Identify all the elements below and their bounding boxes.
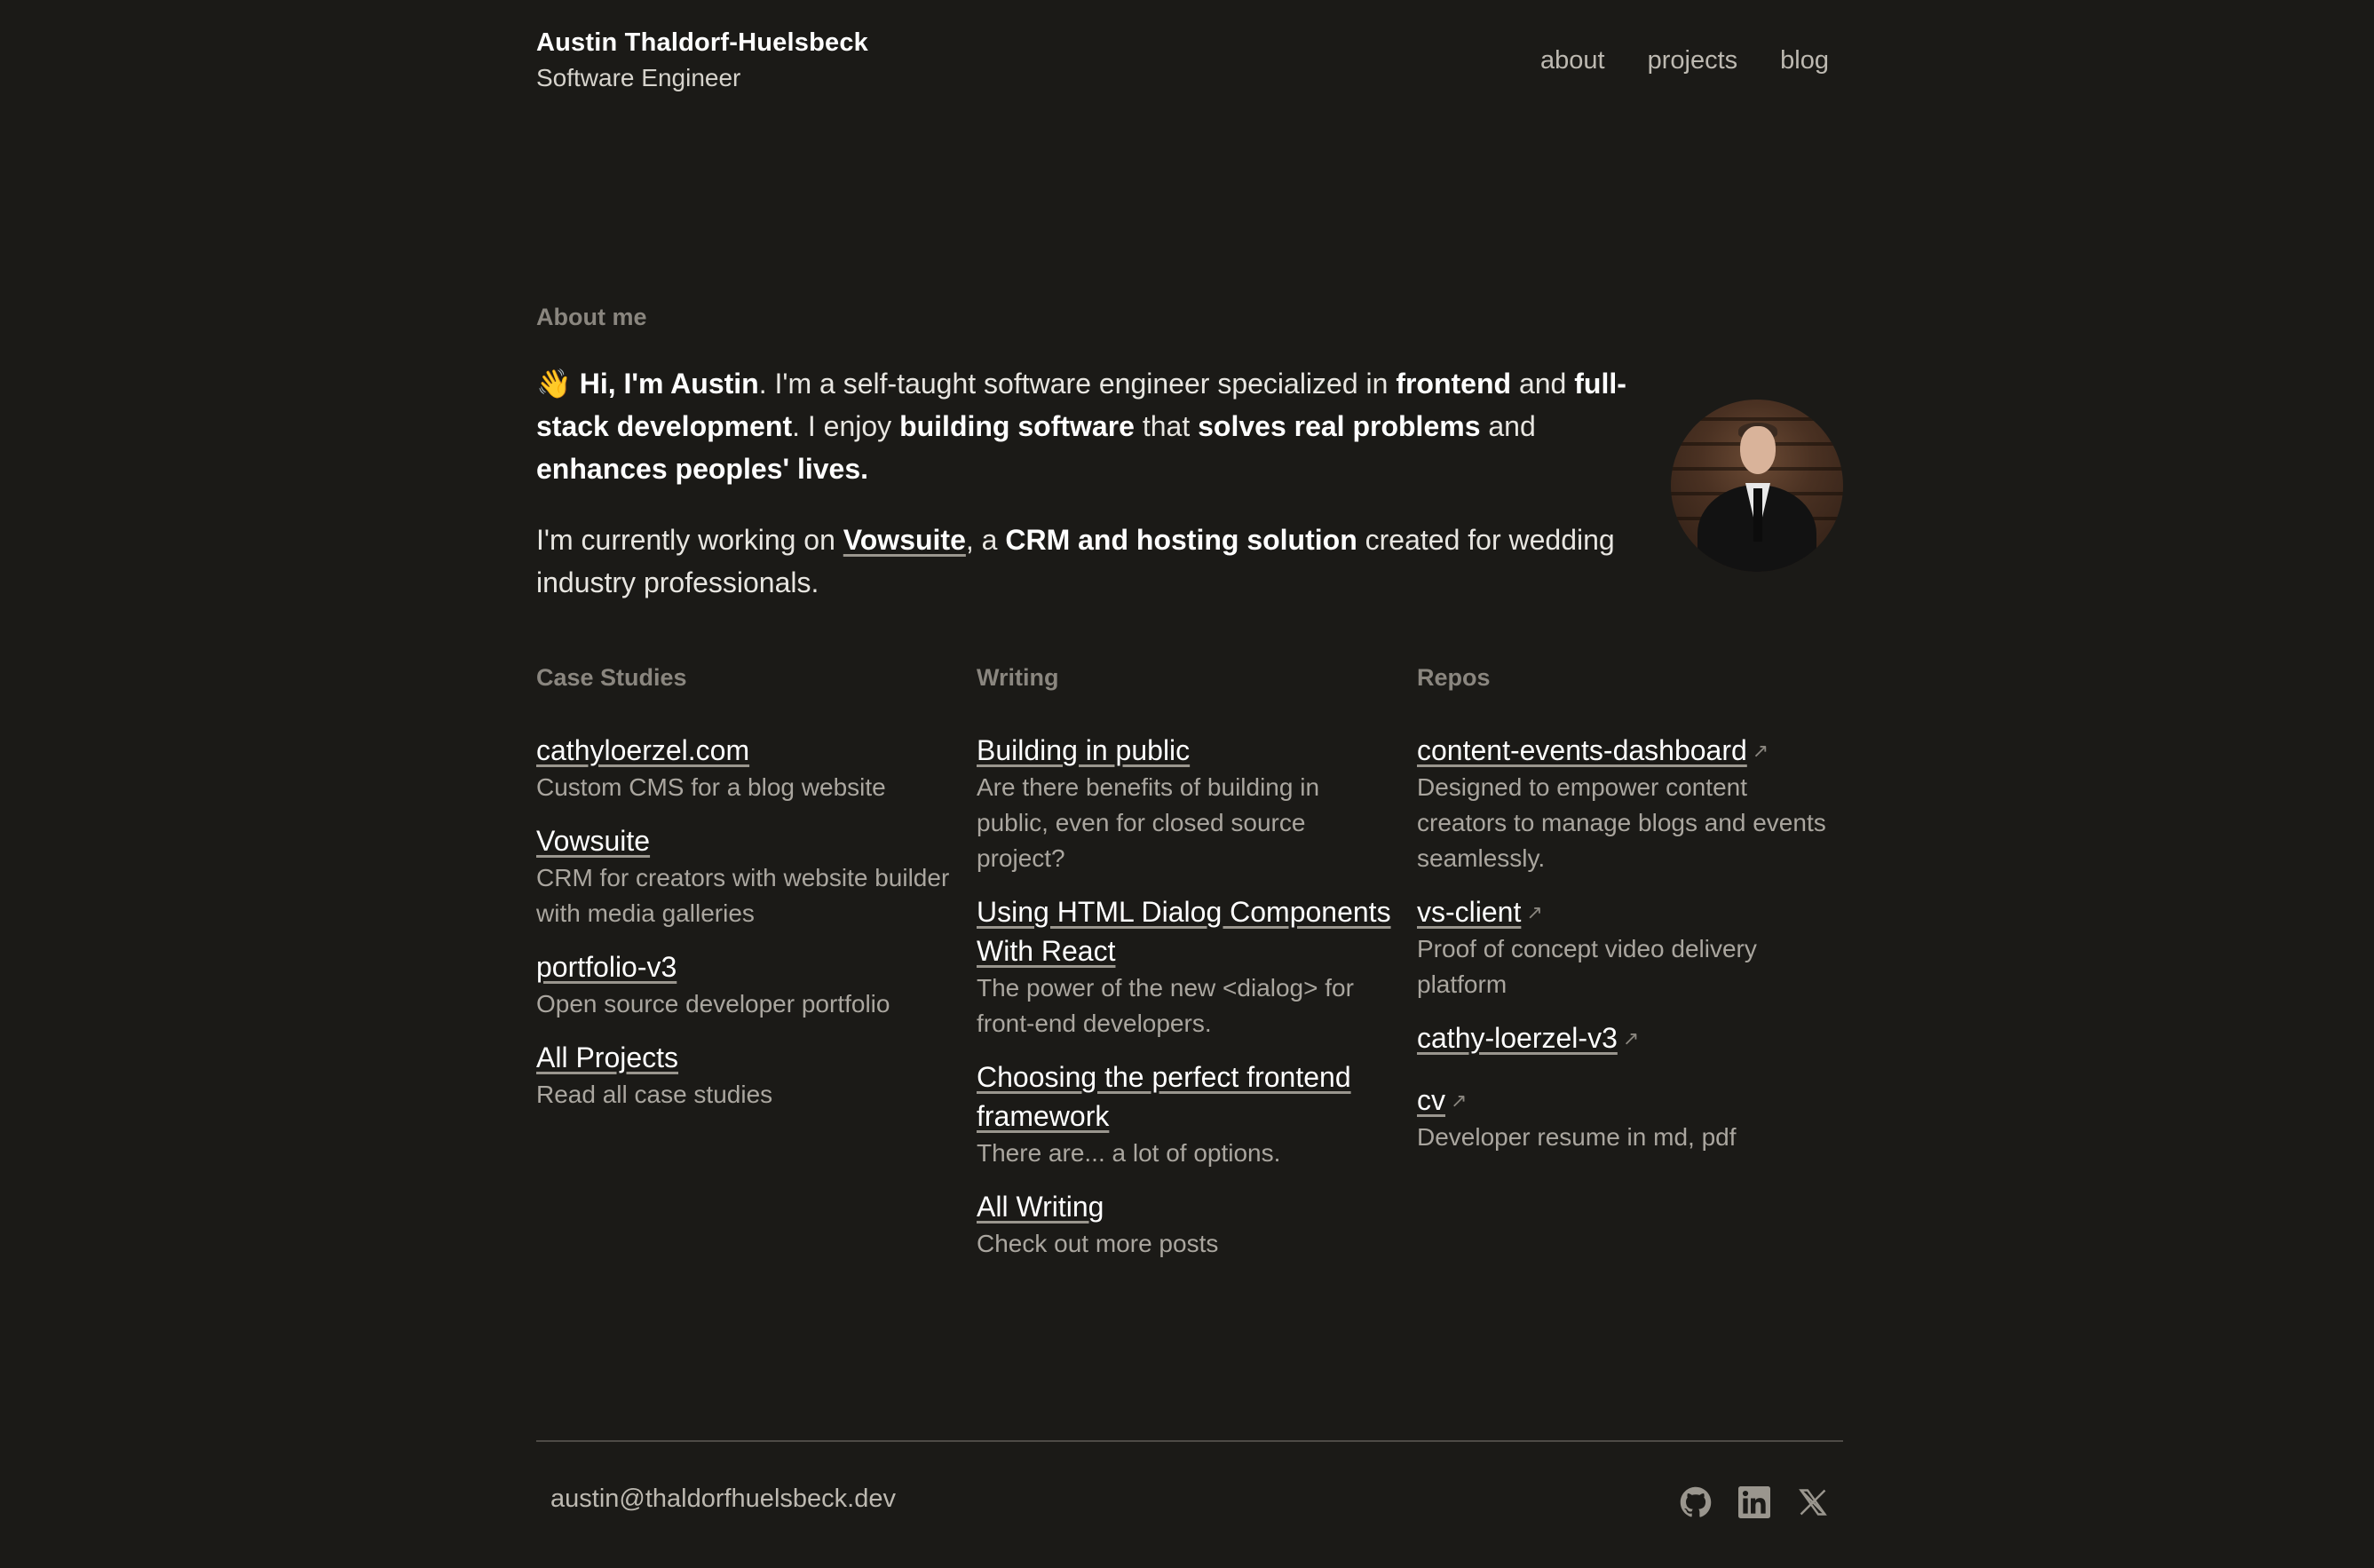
post-link[interactable]: Using HTML Dialog Components With React (977, 896, 1391, 967)
avatar (1671, 400, 1843, 572)
about-text-span: , a (965, 524, 1006, 556)
repo-link[interactable]: vs-client (1417, 896, 1522, 928)
writing-column (977, 664, 1394, 1278)
external-link-icon: ↗ (1622, 1027, 1640, 1049)
case-study-link[interactable]: cathyloerzel.com (536, 734, 750, 766)
list-item (1417, 731, 1834, 876)
about-paragraph-2 (536, 519, 1655, 604)
list-item (977, 731, 1394, 876)
site-name[interactable]: Austin Thaldorf-Huelsbeck (536, 28, 868, 57)
external-link-icon: ↗ (1526, 901, 1543, 923)
nav-about[interactable]: about (1540, 46, 1605, 75)
list-item (977, 892, 1394, 1041)
post-desc: Check out more posts (977, 1230, 1219, 1257)
wave-emoji: 👋 (536, 368, 572, 400)
repo-desc: Designed to empower content creators to manage blogs and events seamlessly. (1417, 773, 1826, 872)
repos-heading: Repos (1417, 664, 1491, 691)
all-writing-link[interactable]: All Writing (977, 1191, 1104, 1223)
case-studies-heading: Case Studies (536, 664, 687, 691)
post-desc: Are there benefits of building in public, even for closed source project? (977, 773, 1320, 872)
highlight-fullstack: full-stack development (536, 368, 1626, 442)
list-item (1417, 1081, 1834, 1155)
highlight-frontend: frontend (1396, 368, 1512, 400)
greeting: Hi, I'm Austin (579, 368, 759, 400)
about-text-span: I'm currently working on (536, 524, 843, 556)
highlight-crm: CRM and hosting solution (1005, 524, 1357, 556)
nav-projects[interactable]: projects (1647, 46, 1738, 75)
vowsuite-link[interactable]: Vowsuite (843, 524, 966, 556)
about-text (536, 362, 1655, 604)
github-icon[interactable] (1680, 1486, 1712, 1518)
external-link-icon: ↗ (1451, 1089, 1468, 1112)
about-heading: About me (536, 304, 647, 330)
linkedin-icon[interactable] (1738, 1486, 1770, 1518)
list-item (1417, 1018, 1834, 1057)
list-item (536, 947, 954, 1022)
repos-column (1417, 664, 1834, 1171)
case-studies-column (536, 664, 954, 1128)
list-item (977, 1057, 1394, 1171)
site-header (536, 28, 1843, 99)
highlight-enhances-lives: enhances peoples' lives. (536, 453, 868, 485)
repo-link[interactable]: cv (1417, 1084, 1445, 1116)
list-item (977, 1187, 1394, 1262)
site-role: Software Engineer (536, 64, 741, 91)
repo-link[interactable]: content-events-dashboard (1417, 734, 1747, 766)
all-projects-link[interactable]: All Projects (536, 1041, 679, 1073)
about-text-span: that (1134, 410, 1199, 442)
list-item (1417, 892, 1834, 1002)
repo-desc: Developer resume in md, pdf (1417, 1123, 1737, 1151)
case-study-desc: CRM for creators with website builder with media galleries (536, 864, 950, 927)
about-text-span: . I'm a self-taught software engineer specialized in (758, 368, 1397, 400)
about-paragraph-1 (536, 362, 1655, 490)
writing-heading: Writing (977, 664, 1059, 691)
highlight-solves-problems: solves real problems (1198, 410, 1481, 442)
case-study-link[interactable]: portfolio-v3 (536, 951, 677, 983)
post-desc: The power of the new <dialog> for front-end developers. (977, 974, 1354, 1037)
about-text-span: and (1511, 368, 1575, 400)
social-links (1680, 1486, 1829, 1518)
nav-blog[interactable]: blog (1780, 46, 1829, 75)
list-item (536, 731, 954, 805)
about-text-span: and (1480, 410, 1536, 442)
case-study-desc: Open source developer portfolio (536, 990, 890, 1018)
list-item (536, 1038, 954, 1113)
post-link[interactable]: Choosing the perfect frontend framework (977, 1061, 1351, 1132)
post-link[interactable]: Building in public (977, 734, 1191, 766)
main-nav (1540, 46, 1829, 75)
case-study-link[interactable]: Vowsuite (536, 825, 651, 857)
external-link-icon: ↗ (1752, 740, 1769, 762)
case-study-desc: Custom CMS for a blog website (536, 773, 886, 801)
highlight-building-software: building software (899, 410, 1135, 442)
about-text-span: . I enjoy (792, 410, 900, 442)
list-item (536, 821, 954, 931)
repo-link[interactable]: cathy-loerzel-v3 (1417, 1022, 1618, 1054)
footer-divider (536, 1440, 1843, 1442)
footer-email[interactable]: austin@thaldorfhuelsbeck.dev (550, 1485, 896, 1513)
repo-desc: Proof of concept video delivery platform (1417, 935, 1757, 998)
post-desc: There are... a lot of options. (977, 1139, 1281, 1167)
x-icon[interactable] (1797, 1486, 1829, 1518)
case-study-desc: Read all case studies (536, 1081, 773, 1108)
about-text-span: created for wedding industry professionals. (536, 524, 1615, 598)
